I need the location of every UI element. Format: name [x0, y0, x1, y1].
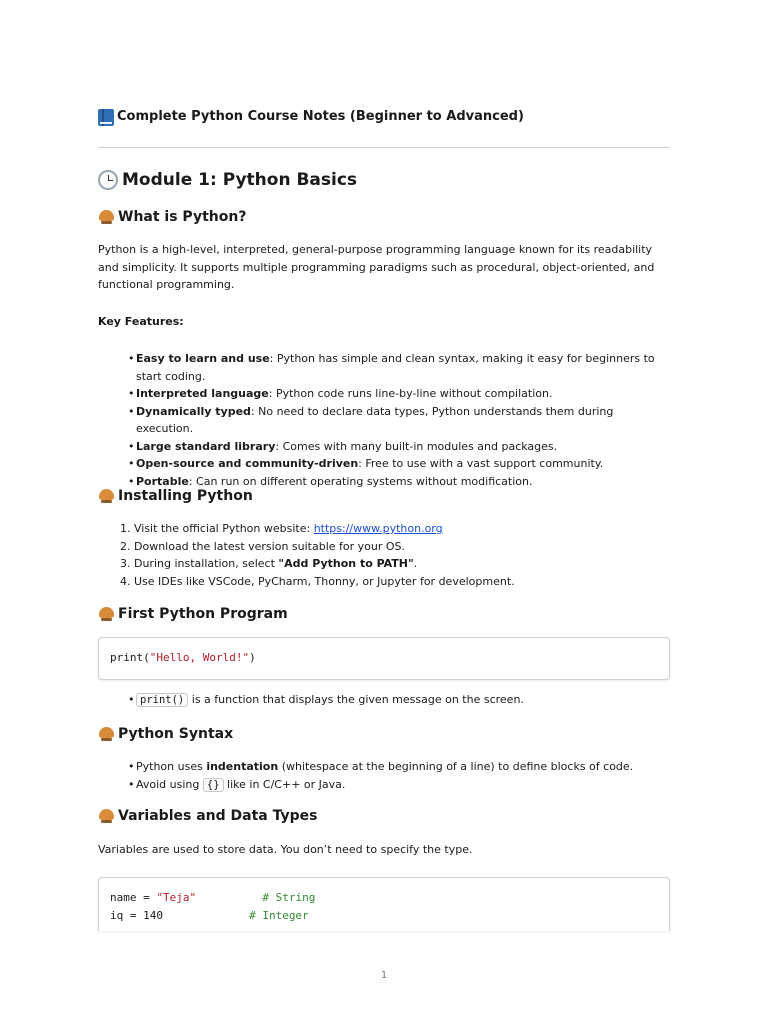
key-features-list	[128, 350, 658, 490]
module-heading-text: Module 1: Python Basics	[122, 170, 358, 190]
section-heading-python-syntax	[98, 724, 233, 744]
section-heading-variables	[98, 806, 317, 826]
list-item: • Portable: Can run on different operating systems without modification.	[128, 473, 658, 491]
section-heading-what-is-python	[98, 207, 246, 227]
list-item: 4. Use IDEs like VSCode, PyCharm, Thonny, or Jupyter for development.	[120, 574, 515, 588]
list-item: • Interpreted language: Python code runs line-by-line without compilation.	[128, 385, 658, 403]
list-item: • Easy to learn and use: Python has simple and clean syntax, making it easy for beginners to start coding.	[128, 350, 658, 385]
bell-icon	[98, 726, 116, 742]
code-line: iq = 140 # Integer	[110, 909, 309, 922]
list-item: • Large standard library: Comes with many built-in modules and packages.	[128, 438, 658, 456]
clock-icon	[98, 170, 118, 190]
list-item: • Avoid using {} like in C/C++ or Java.	[128, 776, 658, 795]
section-heading-text: Python Syntax	[118, 726, 234, 742]
document-title-text: Complete Python Course Notes (Beginner to Advanced)	[117, 109, 524, 124]
key-features-label: Key Features:	[98, 315, 184, 328]
section-heading-text: Installing Python	[118, 488, 253, 504]
blue-book-icon	[98, 109, 114, 126]
list-item: • print() is a function that displays the given message on the screen.	[128, 691, 658, 710]
code-line: name = "Teja" # String	[110, 891, 316, 904]
bell-icon	[98, 808, 116, 824]
section-heading-text: Variables and Data Types	[118, 808, 318, 824]
list-item: • Dynamically typed: No need to declare data types, Python understands them during execution.	[128, 403, 658, 438]
code-block-hello-world	[98, 637, 670, 680]
bell-icon	[98, 606, 116, 622]
bell-icon	[98, 488, 116, 504]
code-block-variables	[98, 877, 670, 931]
variables-paragraph: Variables are used to store data. You don’t need to specify the type.	[98, 843, 473, 856]
document-title	[98, 107, 524, 127]
module-heading	[98, 168, 357, 192]
list-item: 2. Download the latest version suitable for your OS.	[120, 539, 406, 553]
section-heading-text: What is Python?	[118, 209, 247, 225]
list-item: • Open-source and community-driven: Free to use with a vast support community.	[128, 455, 658, 473]
code-line: print("Hello, World!")	[110, 651, 256, 664]
inline-code: print()	[136, 693, 188, 707]
inline-code: {}	[203, 778, 224, 792]
section-heading-text: First Python Program	[118, 606, 288, 622]
page-number: 1	[380, 970, 388, 981]
intro-paragraph: Python is a high-level, interpreted, general-purpose programming language known for its readability and simplicity. It supports multiple programming paradigms such as procedural, object-oriented, and functional programming.	[98, 243, 655, 291]
list-item: 1. Visit the official Python website: https://www.python.org	[120, 522, 443, 535]
section-heading-first-program	[98, 604, 288, 624]
horizontal-divider	[98, 147, 670, 148]
print-note-list	[128, 691, 658, 710]
bell-icon	[98, 209, 116, 225]
list-item: • Python uses indentation (whitespace at the beginning of a line) to define blocks of code.	[128, 758, 658, 776]
syntax-list	[128, 758, 658, 794]
install-steps-list	[120, 520, 660, 590]
list-item: 3. During installation, select "Add Python to PATH".	[120, 557, 418, 570]
python-website-link[interactable]: https://www.python.org	[313, 522, 443, 535]
section-heading-installing-python	[98, 486, 253, 506]
